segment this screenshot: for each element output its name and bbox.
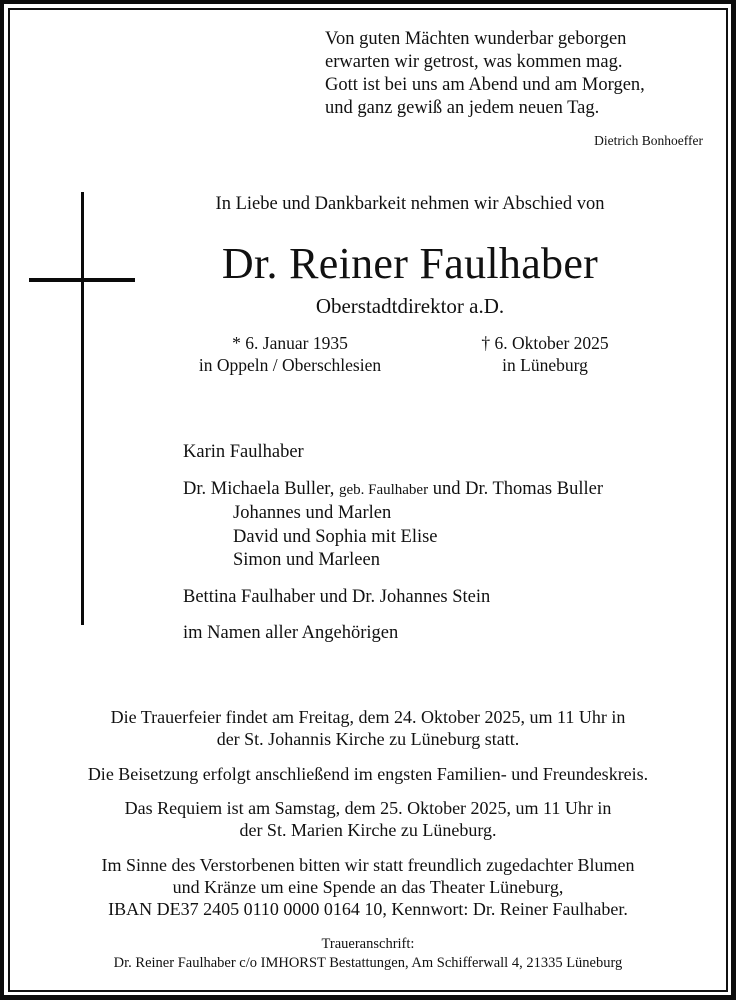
intro-text: In Liebe und Dankbarkeit nehmen wir Abschied von bbox=[215, 194, 605, 214]
funeral-announcement bbox=[20, 706, 716, 750]
poem-line: erwarten wir getrost, was kommen mag. bbox=[325, 52, 623, 72]
poem-line: Gott ist bei uns am Abend und am Morgen, bbox=[325, 75, 645, 95]
mourners-list bbox=[183, 441, 603, 646]
closing-line: im Namen aller Angehörigen bbox=[183, 623, 399, 643]
donation-line: und Kränze um eine Spende an das Theater Lüneburg, bbox=[172, 877, 564, 897]
funeral-line: der St. Johannis Kirche zu Lüneburg statt. bbox=[216, 729, 520, 749]
death-date: † 6. Oktober 2025 bbox=[481, 333, 609, 353]
cross-horizontal-bar bbox=[29, 278, 135, 282]
poem-line: Von guten Mächten wunderbar geborgen bbox=[325, 29, 627, 49]
funeral-line: Die Trauerfeier findet am Freitag, dem 24. Oktober 2025, um 11 Uhr in bbox=[110, 707, 626, 727]
daughter-1-name: Dr. Michaela Buller, bbox=[183, 478, 335, 499]
address-label: Traueranschrift: bbox=[321, 936, 415, 952]
death-place: in Lüneburg bbox=[502, 355, 588, 375]
poem-quote bbox=[325, 28, 645, 120]
burial-announcement bbox=[20, 763, 716, 785]
spouse: Karin Faulhaber bbox=[183, 442, 304, 462]
poem-author: Dietrich Bonhoeffer bbox=[594, 133, 703, 148]
daughter-1 bbox=[183, 478, 603, 503]
death-info bbox=[430, 332, 660, 376]
birth-place: in Oppeln / Oberschlesien bbox=[198, 355, 382, 375]
grandchildren-line: David und Sophia mit Elise bbox=[233, 526, 438, 547]
donation-line: IBAN DE37 2405 0110 0000 0164 10, Kennwort: Dr. Reiner Faulhaber. bbox=[108, 899, 628, 919]
birth-info bbox=[170, 332, 410, 376]
birth-date: * 6. Januar 1935 bbox=[232, 333, 348, 353]
donation-line: Im Sinne des Verstorbenen bitten wir statt freundlich zugedachter Blumen bbox=[101, 855, 635, 875]
poem-line: und ganz gewiß an jedem neuen Tag. bbox=[325, 98, 600, 118]
daughter-2: Bettina Faulhaber und Dr. Johannes Stein bbox=[183, 586, 491, 607]
requiem-line: der St. Marien Kirche zu Lüneburg. bbox=[239, 820, 497, 840]
deceased-name: Dr. Reiner Faulhaber bbox=[221, 239, 599, 288]
daughter-1-birth-name: geb. Faulhaber bbox=[338, 481, 429, 498]
mourning-address bbox=[20, 935, 716, 973]
daughter-1-partner: und Dr. Thomas Buller bbox=[432, 478, 603, 499]
requiem-announcement bbox=[20, 797, 716, 841]
grandchildren-line: Simon und Marleen bbox=[233, 550, 380, 570]
cross-vertical-bar bbox=[81, 192, 84, 625]
grandchildren-line: Johannes und Marlen bbox=[233, 503, 392, 523]
address-text: Dr. Reiner Faulhaber c/o IMHORST Bestattungen, Am Schifferwall 4, 21335 Lüneburg bbox=[113, 955, 623, 971]
requiem-line: Das Requiem ist am Samstag, dem 25. Oktober 2025, um 11 Uhr in bbox=[124, 798, 612, 818]
deceased-title: Oberstadtdirektor a.D. bbox=[315, 294, 505, 318]
donation-request bbox=[20, 854, 716, 920]
burial-line: Die Beisetzung erfolgt anschließend im engsten Familien- und Freundeskreis. bbox=[87, 764, 649, 784]
